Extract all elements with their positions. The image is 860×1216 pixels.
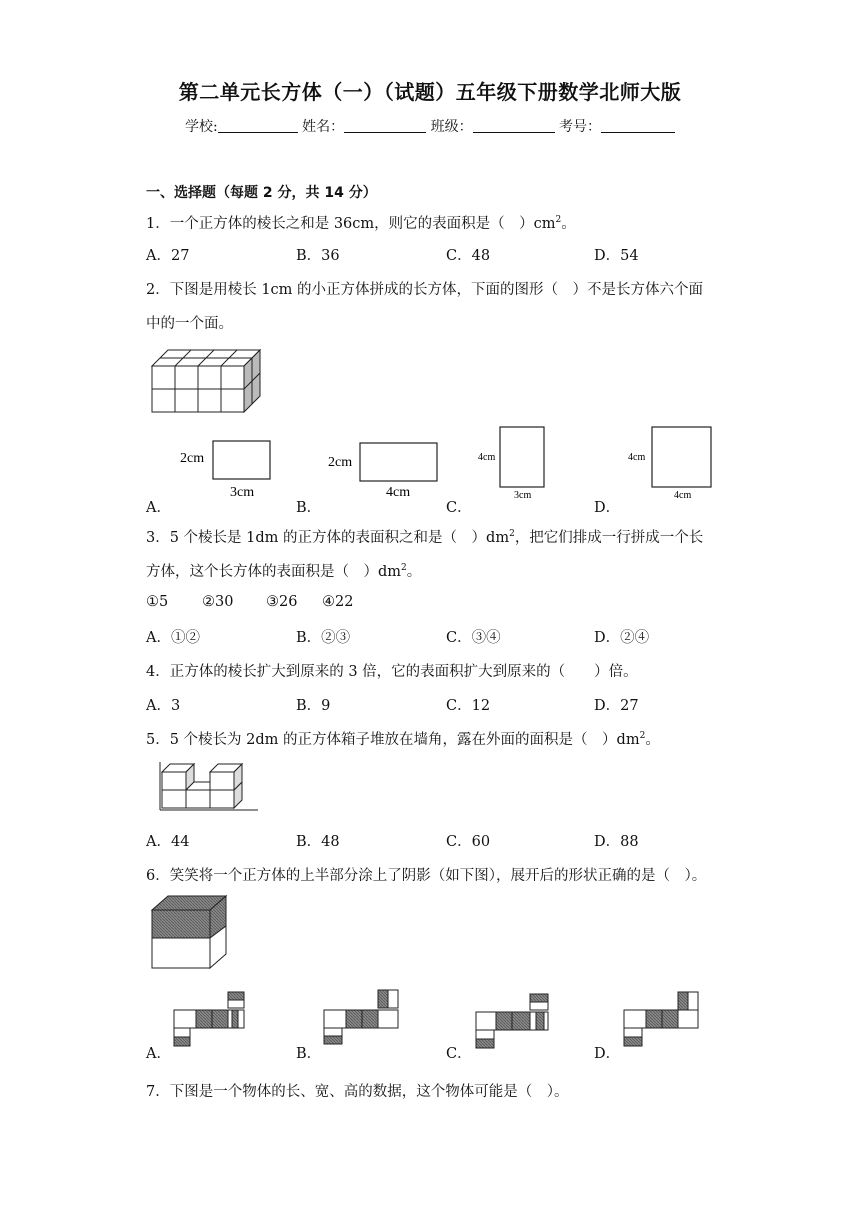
- q6-option-b[interactable]: B．: [296, 1046, 322, 1062]
- q3-line2b: 。: [406, 564, 422, 580]
- q3-choice-2: ②30: [202, 594, 234, 610]
- question-4: 4．正方体的棱长扩大到原来的 3 倍，它的表面积扩大到原来的（ ）倍。: [146, 664, 638, 680]
- q2-d-side-label: 4cm: [628, 452, 646, 463]
- q1-option-d[interactable]: D．54: [594, 248, 639, 264]
- q3-option-a[interactable]: A．①②: [146, 630, 200, 646]
- q2-figure-c: [476, 424, 548, 502]
- name-blank[interactable]: [344, 118, 426, 133]
- q2-option-b[interactable]: B．: [296, 500, 322, 516]
- boxes-corner-figure: [154, 760, 264, 816]
- q2-option-a[interactable]: A．: [146, 500, 171, 516]
- q5-option-d[interactable]: D．88: [594, 834, 639, 850]
- q3-sup-2: 2: [401, 563, 407, 574]
- q2-figure-d: [626, 424, 716, 502]
- page-title: 第二单元长方体（一）（试题）五年级下册数学北师大版: [178, 80, 682, 104]
- question-2-line-2: 中的一个面。: [146, 316, 233, 332]
- q2-figure-a: [178, 438, 274, 500]
- question-1-text: 1．一个正方体的棱长之和是 36cm，则它的表面积是（ ）cm: [146, 216, 556, 232]
- q2-option-d[interactable]: D．: [594, 500, 621, 516]
- shaded-cube-figure: [150, 894, 230, 972]
- q3-sup-1: 2: [509, 529, 515, 540]
- q4-option-d[interactable]: D．27: [594, 698, 639, 714]
- q6-net-b: [320, 988, 404, 1048]
- q6-net-c: [470, 992, 554, 1052]
- q1-option-a[interactable]: A．27: [146, 248, 190, 264]
- q3-line1a: 3．5 个棱长是 1dm 的正方体的表面积之和是（ ）dm: [146, 530, 510, 546]
- q2-a-bottom-label: 3cm: [230, 485, 255, 500]
- class-label: 班级：: [430, 119, 473, 135]
- student-info-line: [0, 116, 860, 136]
- q5-sup: 2: [639, 731, 646, 742]
- q6-option-a[interactable]: A．: [146, 1046, 171, 1062]
- q2-figure-b: [326, 440, 442, 502]
- number-label: 考号：: [559, 119, 602, 135]
- question-7: 7．下图是一个物体的长、宽、高的数据，这个物体可能是（ ）。: [146, 1084, 569, 1100]
- q6-net-d: [620, 990, 704, 1050]
- q2-d-bottom-label: 4cm: [674, 490, 692, 501]
- q6-option-d[interactable]: D．: [594, 1046, 621, 1062]
- name-label: 姓名：: [302, 119, 345, 135]
- question-5: [146, 728, 660, 749]
- q4-option-a[interactable]: A．3: [146, 698, 181, 714]
- q5-option-a[interactable]: A．44: [146, 834, 190, 850]
- q1-sup: 2: [555, 215, 562, 226]
- question-3-line-1: [146, 526, 703, 547]
- q1-option-c[interactable]: C．48: [446, 248, 491, 264]
- school-blank[interactable]: [218, 118, 298, 133]
- q2-b-side-label: 2cm: [328, 455, 353, 470]
- q3-line1b: ，把它们排成一行拼成一个长: [514, 530, 704, 546]
- q3-choice-1: ①5: [146, 594, 169, 610]
- q1-option-b[interactable]: B．36: [296, 248, 340, 264]
- number-blank[interactable]: [601, 118, 675, 133]
- q1-tail: 。: [561, 216, 576, 232]
- q3-option-d[interactable]: D．②④: [594, 630, 650, 646]
- q5-option-b[interactable]: B．48: [296, 834, 340, 850]
- q2-a-side-label: 2cm: [180, 451, 205, 466]
- q6-option-c[interactable]: C．: [446, 1046, 472, 1062]
- q4-option-b[interactable]: B．9: [296, 698, 331, 714]
- question-3-line-2: [146, 560, 421, 581]
- school-label: 学校:: [184, 119, 218, 135]
- section-heading: 一、选择题（每题 2 分，共 14 分）: [146, 185, 377, 201]
- question-6: 6．笑笑将一个正方体的上半部分涂上了阴影（如下图），展开后的形状正确的是（ ）。: [146, 868, 707, 884]
- q3-option-c[interactable]: C．③④: [446, 630, 501, 646]
- question-1: [146, 212, 576, 233]
- q2-c-side-label: 4cm: [478, 452, 496, 463]
- cuboid-figure: [150, 344, 262, 414]
- q3-choice-3: ③26: [266, 594, 298, 610]
- q3-line2a: 方体，这个长方体的表面积是（ ）dm: [146, 564, 402, 580]
- q6-net-a: [170, 990, 250, 1050]
- q4-option-c[interactable]: C．12: [446, 698, 491, 714]
- q5-tail: 。: [645, 732, 660, 748]
- q5-option-c[interactable]: C．60: [446, 834, 491, 850]
- q2-option-c[interactable]: C．: [446, 500, 472, 516]
- question-5-text: 5．5 个棱长为 2dm 的正方体箱子堆放在墙角，露在外面的面积是（ ）dm: [146, 732, 640, 748]
- q2-c-bottom-label: 3cm: [514, 490, 532, 501]
- q2-b-bottom-label: 4cm: [386, 485, 411, 500]
- class-blank[interactable]: [473, 118, 555, 133]
- question-2-line-1: 2．下图是用棱长 1cm 的小正方体拼成的长方体，下面的图形（ ）不是长方体六个面: [146, 282, 704, 298]
- q3-choice-4: ④22: [322, 594, 354, 610]
- q3-option-b[interactable]: B．②③: [296, 630, 351, 646]
